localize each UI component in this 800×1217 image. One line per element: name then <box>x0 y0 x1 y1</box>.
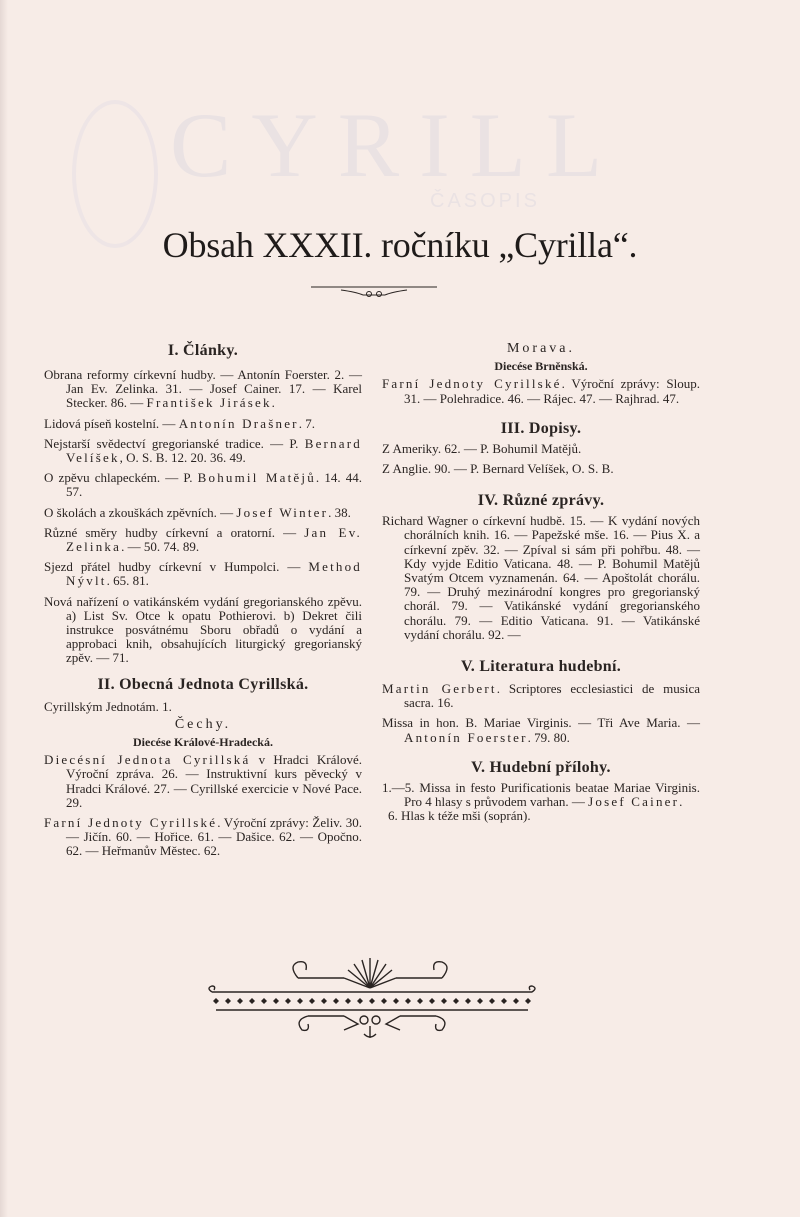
diocese-brnenska: Diecése Brněnská. <box>494 359 588 374</box>
article-pages: . 38. <box>328 504 351 520</box>
jednota-reports: v Hradci Králové. Výroční zpráva. 26. — Instruktivní kurs pěvecký v Hradci Králové. 27. — Cyrillské exercicie v Nové Pace. 29. <box>66 752 362 810</box>
ornament-diamond <box>213 998 219 1004</box>
ornament-diamond <box>297 998 303 1004</box>
article-entry <box>44 437 362 465</box>
ornament-diamond <box>333 998 339 1004</box>
literatura-text: Missa in hon. B. Mariae Virginis. — Tři Ave Maria. — <box>382 715 700 731</box>
article-title: O školách a zkouškách zpěvních. — <box>44 504 237 520</box>
article-entry <box>44 595 362 666</box>
article-title: Nová nařízení o vatikánském vydání gregorianského zpěvu. a) List Sv. Otce k opatu Pothierovi. b) Dekret čili instrukce posvátnému Sboru obřadů o vydání a approbaci knih, obsahujících liturgický gregorianský zpěv. — 71. <box>44 593 362 666</box>
ornament-diamond <box>321 998 327 1004</box>
region-morava: Morava. <box>506 341 576 356</box>
ornament-diamond <box>309 998 315 1004</box>
article-entry <box>44 471 362 499</box>
article-pages: . 7. <box>298 415 315 431</box>
clanky-list <box>44 368 362 666</box>
page-title: Obsah XXXII. ročníku „Cyrilla“. <box>162 225 638 265</box>
article-pages: . 14. 44. 57. <box>66 470 362 500</box>
priloha-entry: 6. Hlas k téže mši (soprán). <box>388 808 531 824</box>
article-entry <box>44 417 362 431</box>
jednota-name: Diecésní Jednota Cyrillská <box>44 752 251 768</box>
article-title: Lidová píseň kostelní. — <box>44 415 179 431</box>
jednota-name: Farní Jednoty Cyrillské <box>44 815 218 831</box>
article-pages: . 65. 81. <box>106 573 149 589</box>
ornament-diamond <box>477 998 483 1004</box>
section-heading-jednota: II. Obecná Jednota Cyrillská. <box>97 675 309 693</box>
article-entry <box>44 560 362 588</box>
priloha-author: Josef Cainer <box>588 794 680 810</box>
ornament-diamond <box>261 998 267 1004</box>
ornament-diamond <box>429 998 435 1004</box>
morava-list <box>382 377 700 405</box>
ornament-diamond <box>501 998 507 1004</box>
literatura-text: . Scriptores ecclesiastici de musica sacra. 16. <box>404 681 700 711</box>
ornament-diamond <box>357 998 363 1004</box>
article-title: Nejstarší svědectví gregorianské tradice. — P. <box>44 435 305 451</box>
ornament-diamond <box>513 998 519 1004</box>
ornament-diamond <box>237 998 243 1004</box>
ornament-diamond <box>345 998 351 1004</box>
bleed-masthead: CYRILL <box>170 94 623 196</box>
ornament-diamond <box>441 998 447 1004</box>
article-entry <box>44 526 362 554</box>
ornament-diamond <box>489 998 495 1004</box>
literatura-entry <box>382 716 700 744</box>
ornament-diamond <box>405 998 411 1004</box>
page-edge <box>0 0 8 1217</box>
article-title: Obrana reformy církevní hudby. — Antonín Foerster. 2. — Jan Ev. Zelinka. 31. — Josef Cainer. 17. — Karel Stecker. 86. — <box>44 367 362 411</box>
priloha-text: 1.—5. Missa in festo Purificationis beatae Mariae Virginis. Pro 4 hlasy s průvodem varhan. — <box>382 779 700 810</box>
tailpiece-ornament <box>198 948 546 1040</box>
cechy-list <box>44 753 362 858</box>
article-pages: , O. S. B. 12. 20. 36. 49. <box>119 450 246 466</box>
literatura-entry <box>382 682 700 710</box>
article-entry <box>44 506 362 520</box>
article-entry <box>44 368 362 411</box>
article-author: Bernard Velíšek <box>66 435 362 466</box>
article-author: Bohumil Matějů <box>197 470 316 486</box>
priloha-tail: . <box>679 794 683 810</box>
article-author: Jan Ev. Zelinka <box>66 524 363 555</box>
ornament-diamond <box>417 998 423 1004</box>
ornament-diamond <box>285 998 291 1004</box>
section-heading-zpravy: IV. Různé zprávy. <box>477 492 605 510</box>
ornament-diamond <box>273 998 279 1004</box>
priloha-entry <box>382 781 700 809</box>
jednota-reports: . Výroční zprávy: Želiv. 30. — Jičín. 60. — Hořice. 61. — Dašice. 62. — Opočno. 62. — Heřmanův Městec. 62. <box>66 815 362 859</box>
article-title: O zpěvu chlapeckém. — P. <box>44 470 198 486</box>
article-title: Sjezd přátel hudby církevní v Humpolci. — <box>44 559 309 575</box>
literatura-pages: . 79. 80. <box>527 729 570 745</box>
article-author: František Jirásek <box>146 395 272 411</box>
diocese-kralovehradecka: Diecése Králové-Hradecká. <box>133 735 273 750</box>
ornament-diamond <box>369 998 375 1004</box>
ornament-diamond <box>453 998 459 1004</box>
ornament-diamond <box>225 998 231 1004</box>
section-heading-dopisy: III. Dopisy. <box>500 419 582 437</box>
jednota-entry <box>44 816 362 859</box>
ornament-diamond <box>393 998 399 1004</box>
region-cechy: Čechy. <box>174 716 232 732</box>
dopis-entry: Z Ameriky. 62. — P. Bohumil Matějů. <box>382 440 582 456</box>
article-pages: . <box>271 395 275 411</box>
article-title: Různé směry hudby církevní a oratorní. — <box>44 524 305 540</box>
right-column <box>382 342 700 823</box>
article-author: Josef Winter <box>236 504 329 520</box>
dopis-entry: Z Anglie. 90. — P. Bernard Velíšek, O. S. B. <box>382 461 614 477</box>
article-author: Method Nývlt <box>66 559 362 589</box>
section-heading-literatura: V. Literatura hudební. <box>460 658 622 676</box>
jednota-reports: . Výroční zprávy: Sloup. 31. — Polehradice. 46. — Rájec. 47. — Rajhrad. 47. <box>404 376 700 406</box>
ornament-diamond <box>465 998 471 1004</box>
ornament-diamond <box>249 998 255 1004</box>
article-author: Antonín Drašner <box>178 415 299 431</box>
zpravy-entry: Richard Wagner o církevní hudbě. 15. — K vydání nových chorálních knih. 16. — Papežské mše. 16. — Pius X. a církevní zpěv. 32. — Zpíval si sám při pohřbu. 48. — Kdy vyjde Editio Vaticana. 48. — P. Bohumil Matějů Svatým Otcem vyznamenán. 64. — Apoštolát chorálu. 79. — Druhý mezinárodní kongres pro gregorianský chorál. 79. — Vatikánské vydání gregorianského chorálu. 79. — Editio Vaticana. 91. — Vatikánské vydání chorálu. 92. — <box>382 513 700 642</box>
ornament-diamond <box>381 998 387 1004</box>
left-column <box>44 342 362 859</box>
jednota-name: Farní Jednoty Cyrillské <box>382 376 562 392</box>
literatura-author: Martin Gerbert <box>382 681 497 697</box>
section-heading-clanky: I. Články. <box>167 342 239 359</box>
literatura-author: Antonín Foerster <box>404 729 528 745</box>
section-heading-prilohy: V. Hudební přílohy. <box>471 758 611 776</box>
article-pages: . — 50. 74. 89. <box>121 539 200 555</box>
jednota-entry <box>44 753 362 810</box>
jednota-entry <box>382 377 700 405</box>
jednota-intro: Cyrillským Jednotám. 1. <box>44 698 172 714</box>
ornament-diamond <box>525 998 531 1004</box>
title-rule-ornament <box>311 284 437 300</box>
bleed-subtitle: ČASOPIS <box>430 190 540 212</box>
